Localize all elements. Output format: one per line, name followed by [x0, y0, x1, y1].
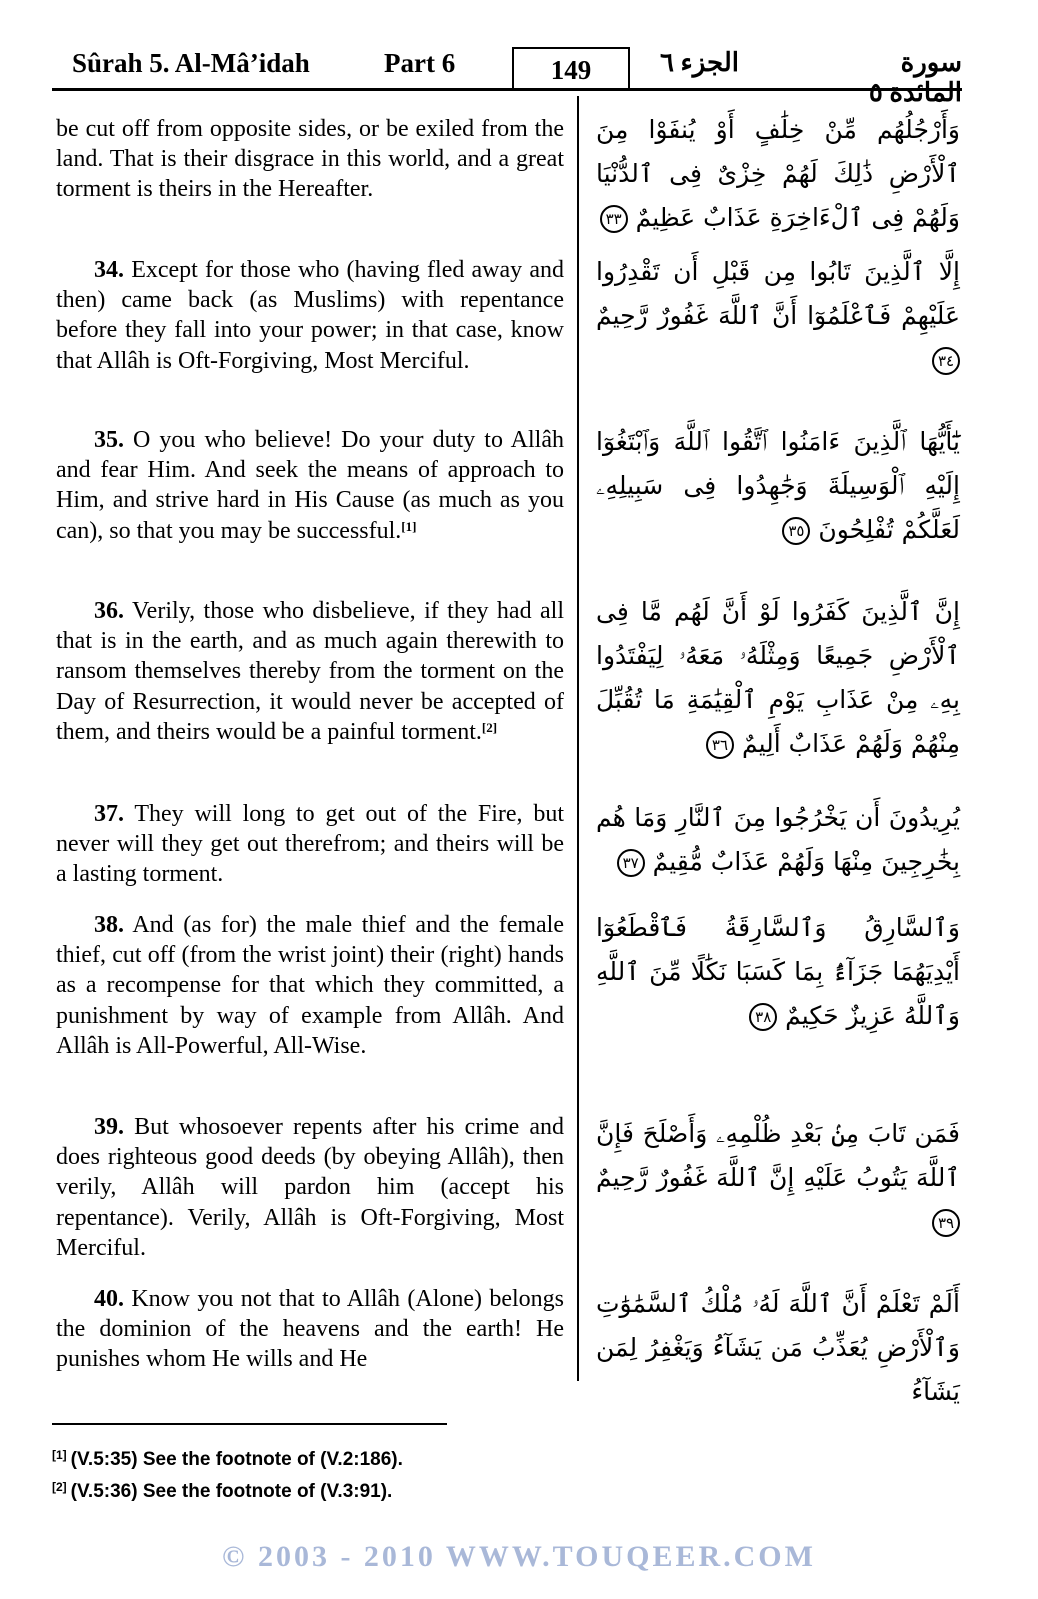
verse-text: But whosoever repents after his crime and does righteous good deeds (by obeying Allâh), then verily, Allâh will pardon him (accept his repentance). Verily, Allâh is Oft-Forgiving, Most Merciful.	[56, 1114, 565, 1261]
verse-number: 36.	[94, 598, 124, 624]
verse-marker: ٣٨	[749, 1003, 777, 1031]
verse-number: 37.	[94, 801, 124, 827]
verse-33-english	[56, 114, 564, 205]
footnote-1	[52, 1448, 403, 1471]
verse-number: 35.	[94, 427, 124, 453]
header-rule	[52, 88, 962, 91]
verse-36-arabic	[596, 590, 960, 766]
footnote-text: (V.5:35) See the footnote of (V.2:186).	[70, 1449, 403, 1470]
surah-title: Sûrah 5. Al-Mâ’idah	[72, 48, 310, 78]
verse-38-english	[56, 910, 564, 1061]
verse-marker: ٣٩	[932, 1209, 960, 1237]
verse-marker: ٣٤	[932, 347, 960, 375]
verse-34-english	[56, 255, 564, 376]
verse-text: be cut off from opposite sides, or be exiled from the land. That is their disgrace in this world, and a great torment is theirs in the Hereafter.	[56, 116, 564, 203]
verse-number: 38.	[94, 912, 124, 938]
verse-text: Except for those who (having fled away and then) came back (as Muslims) with repentance before they fall into your power; in that case, know that Allâh is Oft-Forgiving, Most Merciful.	[56, 257, 564, 374]
footnote-2	[52, 1480, 392, 1503]
footnote-mark: [1]	[52, 1448, 67, 1462]
verse-text: They will long to get out of the Fire, but never will they get out therefrom; and theirs will be a lasting torment.	[56, 801, 564, 888]
verse-marker: ٣٣	[600, 205, 628, 233]
verse-35-arabic	[596, 420, 960, 552]
footnote-rule	[52, 1423, 447, 1425]
verse-number: 39.	[94, 1114, 124, 1140]
verse-text: Verily, those who disbelieve, if they had all that is in the earth, and as much again therewith to ransom themselves thereby from the torment on the Day of Resurrection, it would never be accepted of them, and theirs would be a painful torment.	[56, 598, 564, 745]
verse-number: 40.	[94, 1286, 124, 1312]
verse-text: And (as for) the male thief and the female thief, cut off (from the wrist joint) their (right) hands as a recompense for that which they committed, a punishment by way of example from Allâh. And Allâh is All-Powerful, All-Wise.	[56, 912, 564, 1059]
verse-40-english	[56, 1284, 564, 1375]
arabic-text: إِلَّا ٱلَّذِينَ تَابُوا مِن قَبْلِ أَن تَقْدِرُوا عَلَيْهِمْ فَٱعْلَمُوٓا أَنَّ ٱللَّهَ غَفُورٌ رَّحِيمٌ	[596, 257, 960, 330]
arabic-text: فَمَن تَابَ مِنۢ بَعْدِ ظُلْمِهِۦ وَأَصْلَحَ فَإِنَّ ٱللَّهَ يَتُوبُ عَلَيْهِ إِنَّ ٱللَّهَ غَفُورٌ رَّحِيمٌ	[596, 1119, 960, 1192]
verse-37-arabic	[596, 796, 960, 884]
arabic-text: يُرِيدُونَ أَن يَخْرُجُوا مِنَ ٱلنَّارِ وَمَا هُم بِخَٰرِجِينَ مِنْهَا وَلَهُمْ عَذَابٌ مُّقِيمٌ	[596, 803, 960, 876]
verse-marker: ٣٦	[706, 731, 734, 759]
arabic-text: أَلَمْ تَعْلَمْ أَنَّ ٱللَّهَ لَهُۥ مُلْكُ ٱلسَّمَٰوَٰتِ وَٱلْأَرْضِ يُعَذِّبُ مَن يَشَآءُ وَيَغْفِرُ لِمَن يَشَآءُ	[596, 1289, 960, 1406]
juz-arabic: الجزء ٦	[660, 48, 739, 77]
copyright-watermark: © 2003 - 2010 WWW.TOUQEER.COM	[222, 1540, 816, 1573]
verse-text: O you who believe! Do your duty to Allâh and fear Him. And seek the means of approach to Him, and strive hard in His Cause (as much as you can), so that you may be successful.	[56, 427, 564, 544]
arabic-text: وَأَرْجُلُهُم مِّنْ خِلَٰفٍ أَوْ يُنفَوْا مِنَ ٱلْأَرْضِ ذَٰلِكَ لَهُمْ خِزْىٌ فِى ٱلدُّنْيَا وَلَهُمْ فِى ٱلْءَاخِرَةِ عَذَابٌ عَظِيمٌ	[596, 115, 960, 232]
verse-40-arabic	[596, 1282, 960, 1414]
verse-36-english	[56, 596, 564, 747]
verse-34-arabic	[596, 250, 960, 382]
arabic-text: وَٱلسَّارِقُ وَٱلسَّارِقَةُ فَٱقْطَعُوٓا أَيْدِيَهُمَا جَزَآءًۢ بِمَا كَسَبَا نَكَٰلًا مِّنَ ٱللَّهِ وَٱللَّهُ عَزِيزٌ حَكِيمٌ	[596, 913, 960, 1030]
surah-title-arabic: سورة المائدة ٥	[868, 48, 962, 107]
page-number: 149	[512, 47, 630, 90]
verse-marker: ٣٥	[782, 517, 810, 545]
footnote-ref[interactable]: [1]	[401, 518, 417, 534]
verse-number: 34.	[94, 257, 124, 283]
verse-37-english	[56, 799, 564, 890]
column-divider	[577, 96, 579, 1381]
verse-33-arabic	[596, 108, 960, 240]
arabic-text: يَٰٓأَيُّهَا ٱلَّذِينَ ءَامَنُوا ٱتَّقُوا ٱللَّهَ وَٱبْتَغُوٓا إِلَيْهِ ٱلْوَسِيلَةَ وَجَٰهِدُوا فِى سَبِيلِهِۦ لَعَلَّكُمْ تُفْلِحُونَ	[596, 427, 960, 544]
footnote-ref[interactable]: [2]	[481, 719, 498, 735]
verse-38-arabic	[596, 906, 960, 1038]
page-header	[52, 44, 962, 107]
verse-39-arabic	[596, 1112, 960, 1244]
part-label: Part 6	[384, 48, 456, 78]
verse-marker: ٣٧	[617, 849, 645, 877]
footnote-mark: [2]	[52, 1480, 67, 1494]
footnote-text: (V.5:36) See the footnote of (V.3:91).	[70, 1481, 393, 1502]
verse-text: Know you not that to Allâh (Alone) belongs the dominion of the heavens and the earth! He punishes whom He wills and He	[56, 1286, 565, 1373]
verse-39-english	[56, 1112, 564, 1263]
verse-35-english	[56, 425, 564, 546]
arabic-text: إِنَّ ٱلَّذِينَ كَفَرُوا لَوْ أَنَّ لَهُم مَّا فِى ٱلْأَرْضِ جَمِيعًا وَمِثْلَهُۥ مَعَهُۥ لِيَفْتَدُوا بِهِۦ مِنْ عَذَابِ يَوْمِ ٱلْقِيَٰمَةِ مَا تُقُبِّلَ مِنْهُمْ وَلَهُمْ عَذَابٌ أَلِيمٌ	[596, 597, 960, 758]
